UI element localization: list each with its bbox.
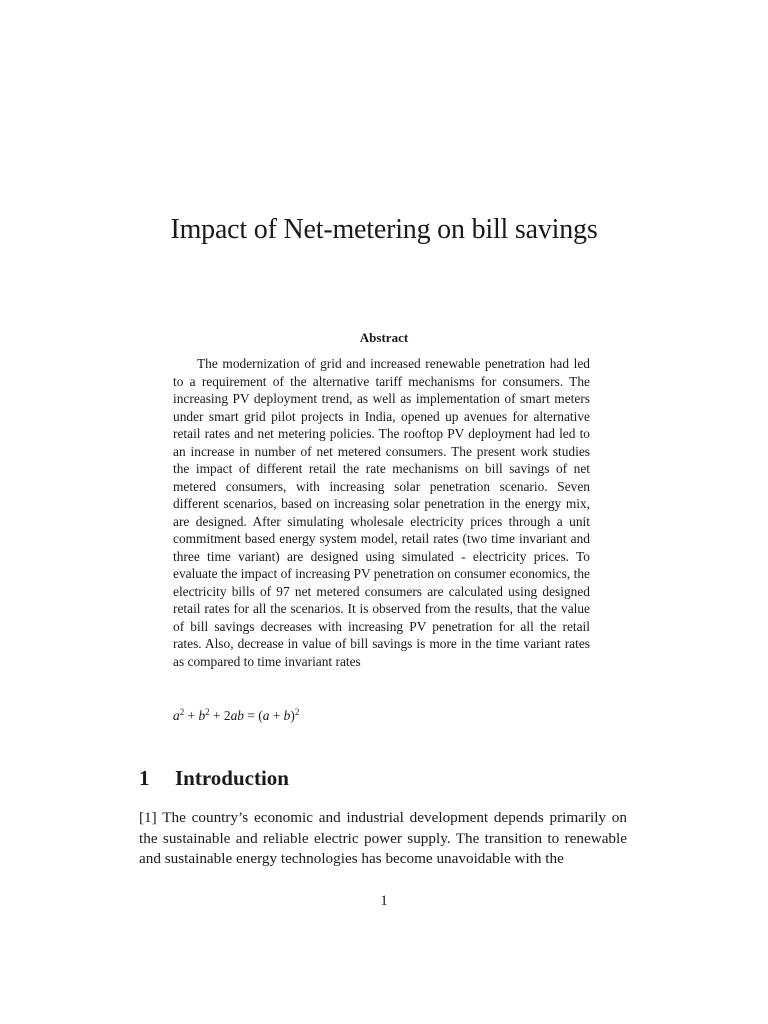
formula-plus-rhs: + — [269, 708, 284, 723]
formula-var-a-rhs: a — [262, 708, 270, 723]
formula-exponent-b: 2 — [205, 707, 210, 717]
section-heading — [139, 766, 289, 791]
formula-exponent-rhs: 2 — [294, 707, 300, 717]
formula-var-b-rhs: b — [283, 708, 291, 723]
page-number: 1 — [380, 893, 388, 909]
abstract-heading: Abstract — [359, 330, 409, 345]
section-number: 1 — [139, 766, 150, 790]
formula-close-paren: ) — [290, 708, 295, 723]
paper-title: Impact of Net-metering on bill savings — [170, 214, 598, 245]
formula-equals: = ( — [244, 708, 263, 723]
formula-plus: + — [184, 708, 199, 723]
section-title: Introduction — [175, 766, 289, 790]
abstract-formula — [173, 707, 299, 724]
formula-var-b: b — [198, 708, 206, 723]
introduction-text: [1] The country’s economic and industrial development depends primarily on the sustainable and reliable electric power supply. The transition to renewable and sustainable energy technologies has become unavoidable with the — [139, 809, 627, 867]
formula-var-ab: ab — [230, 708, 244, 723]
formula-exponent-a: 2 — [179, 707, 185, 717]
abstract-text: The modernization of grid and increased renewable penetration had led to a requirement of the alternative tariff mechanisms for consumers. The increasing PV deployment trend, as well as implementation of smart meters under smart grid pilot projects in India, opened up avenues for alternative retail rates and net metering policies. The rooftop PV deployment had led to an increase in number of net metered consumers. The present work studies the impact of different retail the rate mechanisms on bill savings of net metered consumers, with increasing solar penetration scenario. Seven different scenarios, based on increasing solar penetration in the energy mix, are designed. After simulating wholesale electricity prices through a unit commitment based energy system model, retail rates (two time invariant and three time variant) are designed using simulated - electricity prices. To evaluate the impact of increasing PV penetration on consumer economics, the electricity bills of 97 net metered consumers are calculated using designed retail rates for all the scenarios. It is observed from the results, that the value of bill savings decreases with increasing PV penetration for all the retail rates. Also, decrease in value of bill savings is more in the time variant rates as compared to time invariant rates — [173, 356, 590, 669]
formula-plus-two: + 2 — [209, 708, 231, 723]
formula-var-a: a — [173, 708, 180, 723]
